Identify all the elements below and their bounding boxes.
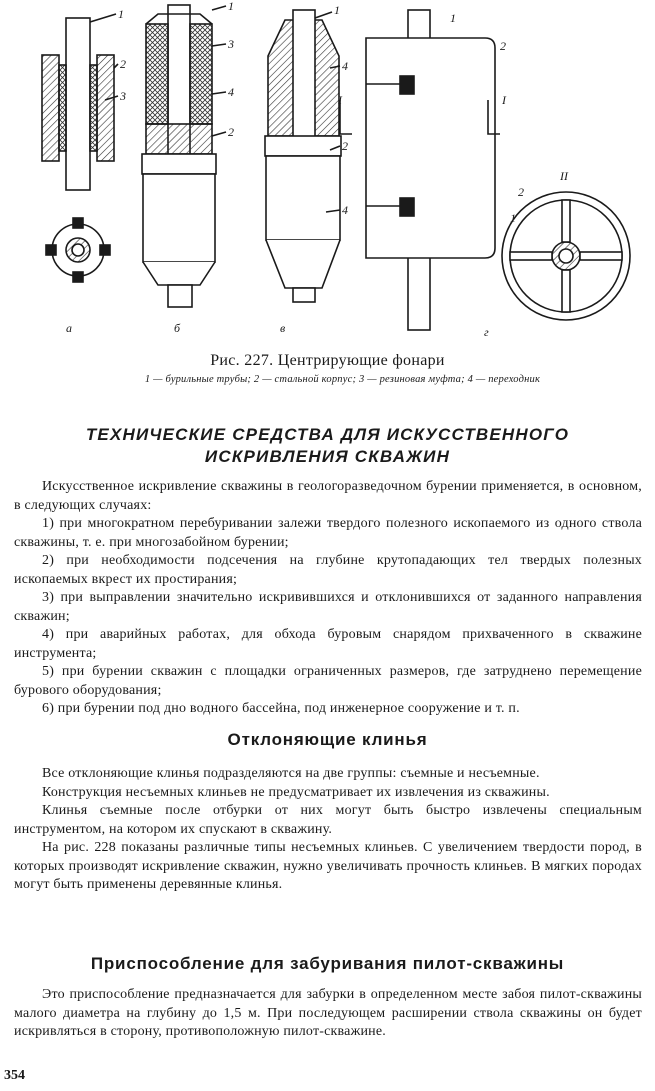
figure-caption: Рис. 227. Центрирующие фонари [210,352,445,369]
section1-heading-line1: ТЕХНИЧЕСКИЕ СРЕДСТВА ДЛЯ ИСКУССТВЕННОГО [85,425,570,444]
section2-para-3: Клинья съемные после отбурки от них могут быть быстро извлечены специальным инструментом, на котором их спускают в скважину. [14,803,642,837]
section1-item-2: 2) при необходимости подсечения на глубине крутопадающих тел твердых полезных ископаемых вкрест их простирания; [14,553,642,587]
panel-letter-b: б [174,321,181,335]
callout-v-2: 2 [342,139,348,153]
figure-centering-lanterns [0,0,655,345]
section1-item-6: 6) при бурении под дно водного бассейна, под инженерное сооружение и т. п. [42,701,520,716]
callout-a-3: 3 [120,89,126,103]
callout-a-1: 1 [118,7,124,21]
callout-g-II: II [560,169,568,183]
section3-heading: Приспособление для забуривания пилот-скважины [90,954,565,973]
section1-body [14,478,642,719]
section1-heading [0,424,655,468]
callout-v-4: 4 [342,59,348,73]
section1-intro: Искусственное искривление скважины в геологоразведочном бурении применяется, в основном, в следующих случаях: [14,479,642,513]
figure-drawing [0,0,655,345]
callout-g-1: 1 [450,11,456,25]
callout-g-I-left: I [338,93,342,107]
section1-heading-line2: ИСКРИВЛЕНИЯ СКВАЖИН [204,447,451,466]
callout-b-4: 4 [228,85,234,99]
callout-g-I-right: I [502,93,506,107]
section1-item-5: 5) при бурении скважин с площадки ограниченных размеров, где затруднено перемещение бурового оборудования; [14,664,642,698]
panel-letter-g: г [484,325,489,339]
panel-b-drawing [142,5,226,307]
callout-a-2: 2 [120,57,126,71]
callout-b-2: 2 [228,125,234,139]
section2-heading: Отклоняющие клинья [227,730,428,749]
callout-b-3: 3 [228,37,234,51]
callout-v-4b: 4 [342,203,348,217]
section2-body [14,765,642,895]
panel-letter-a: a [66,321,72,335]
callout-g-sec-2: 2 [518,185,524,199]
figure-legend: 1 — бурильные трубы; 2 — стальной корпус; 3 — резиновая муфта; 4 — переходник [144,374,541,385]
panel-a-drawing [42,14,118,282]
section1-item-3: 3) при выправлении значительно искривившихся и отклонившихся от заданного направления скважин; [14,590,642,624]
panel-v-drawing [265,10,341,302]
section1-item-4: 4) при аварийных работах, для обхода буровым снарядом прихваченного в скважине инструмента; [14,627,642,661]
section1-item-1: 1) при многократном перебуривании залежи твердого полезного ископаемого из одного ствола скважины, т. е. при многозабойном бурении; [14,516,642,550]
panel-letter-v: в [280,321,286,335]
page-number: 354 [4,1068,25,1083]
callout-b-1: 1 [228,0,234,13]
section2-para-1: Все отклоняющие клинья подразделяются на две группы: съемные и несъемные. [42,766,540,781]
section2-para-4: На рис. 228 показаны различные типы несъемных клиньев. С увеличением твердости пород, в которых производят искривление скважин, нужно увеличивать прочность клиньев. В мягких породах могут быть применены деревянные клинья. [14,840,642,892]
section2-para-2: Конструкция несъемных клиньев не предусматривает их извлечения из скважины. [42,784,550,800]
section3-para: Это приспособление предназначается для забурки в определенном месте забоя пилот-скважины малого диаметра на глубину до 1,5 м. При последующем расширении ствола скважины он будет искривляться в сторону, противоположную пилот-скважине. [14,987,642,1039]
callout-g-2: 2 [500,39,506,53]
callout-v-1: 1 [334,3,340,17]
callout-g-sec-1: 1 [510,211,516,225]
section3-body [14,986,642,1042]
panel-g-drawing [340,10,630,330]
